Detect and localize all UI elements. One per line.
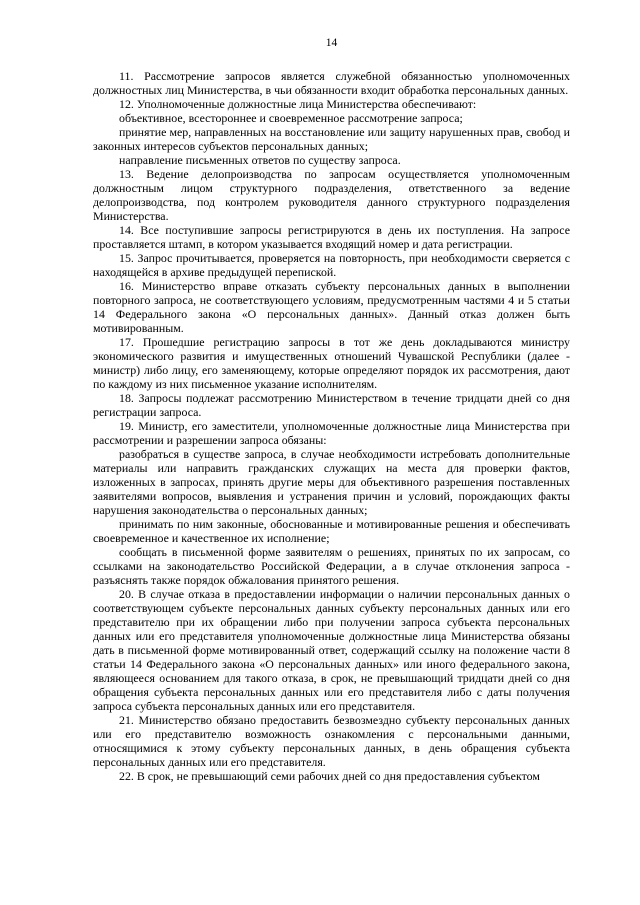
paragraph-18: 18. Запросы подлежат рассмотрению Министерством в течение тридцати дней со дня регистрации запроса. (93, 391, 570, 419)
paragraph-13: 13. Ведение делопроизводства по запросам осуществляется уполномоченным должностным лицом структурного подразделения, ответственного за ведение делопроизводства, под контролем руководителя данного структурного подразделения Министерства. (93, 167, 570, 223)
document-body (93, 69, 570, 783)
paragraph-11: 11. Рассмотрение запросов является служебной обязанностью уполномоченных должностных лиц Министерства, в чьи обязанности входит обработка персональных данных. (93, 69, 570, 97)
paragraph-17: 17. Прошедшие регистрацию запросы в тот же день докладываются министру экономического развития и имущественных отношений Чувашской Республики (далее - министр) либо лицу, его заменяющему, которые определяют порядок их рассмотрения, дают по каждому из них письменное указание исполнителям. (93, 335, 570, 391)
paragraph-14: 14. Все поступившие запросы регистрируются в день их поступления. На запросе проставляется штамп, в котором указывается входящий номер и дата регистрации. (93, 223, 570, 251)
paragraph-12: 12. Уполномоченные должностные лица Министерства обеспечивают: (119, 97, 477, 111)
paragraph-19: 19. Министр, его заместители, уполномоченные должностные лица Министерства при рассмотрении и разрешении запроса обязаны: (93, 419, 570, 447)
paragraph-21: 21. Министерство обязано предоставить безвозмездно субъекту персональных данных или его представителю возможность ознакомления с персональными данными, относящимися к этому субъекту персональных данных, в день обращения субъекта персональных данных или его представителя. (93, 713, 570, 769)
paragraph-19-item-3: сообщать в письменной форме заявителям о решениях, принятых по их запросам, со ссылками на законодательство Российской Федерации, а в случае отклонения запроса - разъяснять также порядок обжалования принятого решения. (93, 545, 570, 587)
paragraph-12-item-2: принятие мер, направленных на восстановление или защиту нарушенных прав, свобод и законных интересов субъектов персональных данных; (93, 125, 570, 153)
paragraph-15: 15. Запрос прочитывается, проверяется на повторность, при необходимости сверяется с находящейся в архиве предыдущей перепиской. (93, 251, 570, 279)
paragraph-19-item-2: принимать по ним законные, обоснованные и мотивированные решения и обеспечивать своевременное и качественное их исполнение; (93, 517, 570, 545)
paragraph-20: 20. В случае отказа в предоставлении информации о наличии персональных данных о соответствующем субъекте персональных данных субъекту персональных данных или его представителю при их обращении либо при получении запроса субъекта персональных данных или его представителя уполномоченные должностные лица Министерства обязаны дать в письменной форме мотивированный ответ, содержащий ссылку на положение части 8 статьи 14 Федерального закона «О персональных данных» или иного федерального закона, являющееся основанием для такого отказа, в срок, не превышающий тридцати дней со дня обращения субъекта персональных данных или его представителя либо с даты получения запроса субъекта персональных данных или его представителя. (93, 587, 570, 713)
paragraph-19-item-1: разобраться в существе запроса, в случае необходимости истребовать дополнительные материалы или направить гражданских служащих на места для проверки фактов, изложенных в запросах, принять другие меры для объективного разрешения поставленных заявителями вопросов, выявления и устранения причин и условий, порождающих факты нарушения законодательства о персональных данных; (93, 447, 570, 517)
paragraph-12-item-3: направление письменных ответов по существу запроса. (119, 153, 401, 167)
paragraph-12-item-1: объективное, всестороннее и своевременное рассмотрение запроса; (119, 111, 463, 125)
paragraph-16: 16. Министерство вправе отказать субъекту персональных данных в выполнении повторного запроса, не соответствующего условиям, предусмотренным частями 4 и 5 статьи 14 Федерального закона «О персональных данных». Данный отказ должен быть мотивированным. (93, 279, 570, 335)
page-number: 14 (325, 37, 338, 49)
paragraph-22: 22. В срок, не превышающий семи рабочих дней со дня предоставления субъектом (119, 769, 540, 783)
